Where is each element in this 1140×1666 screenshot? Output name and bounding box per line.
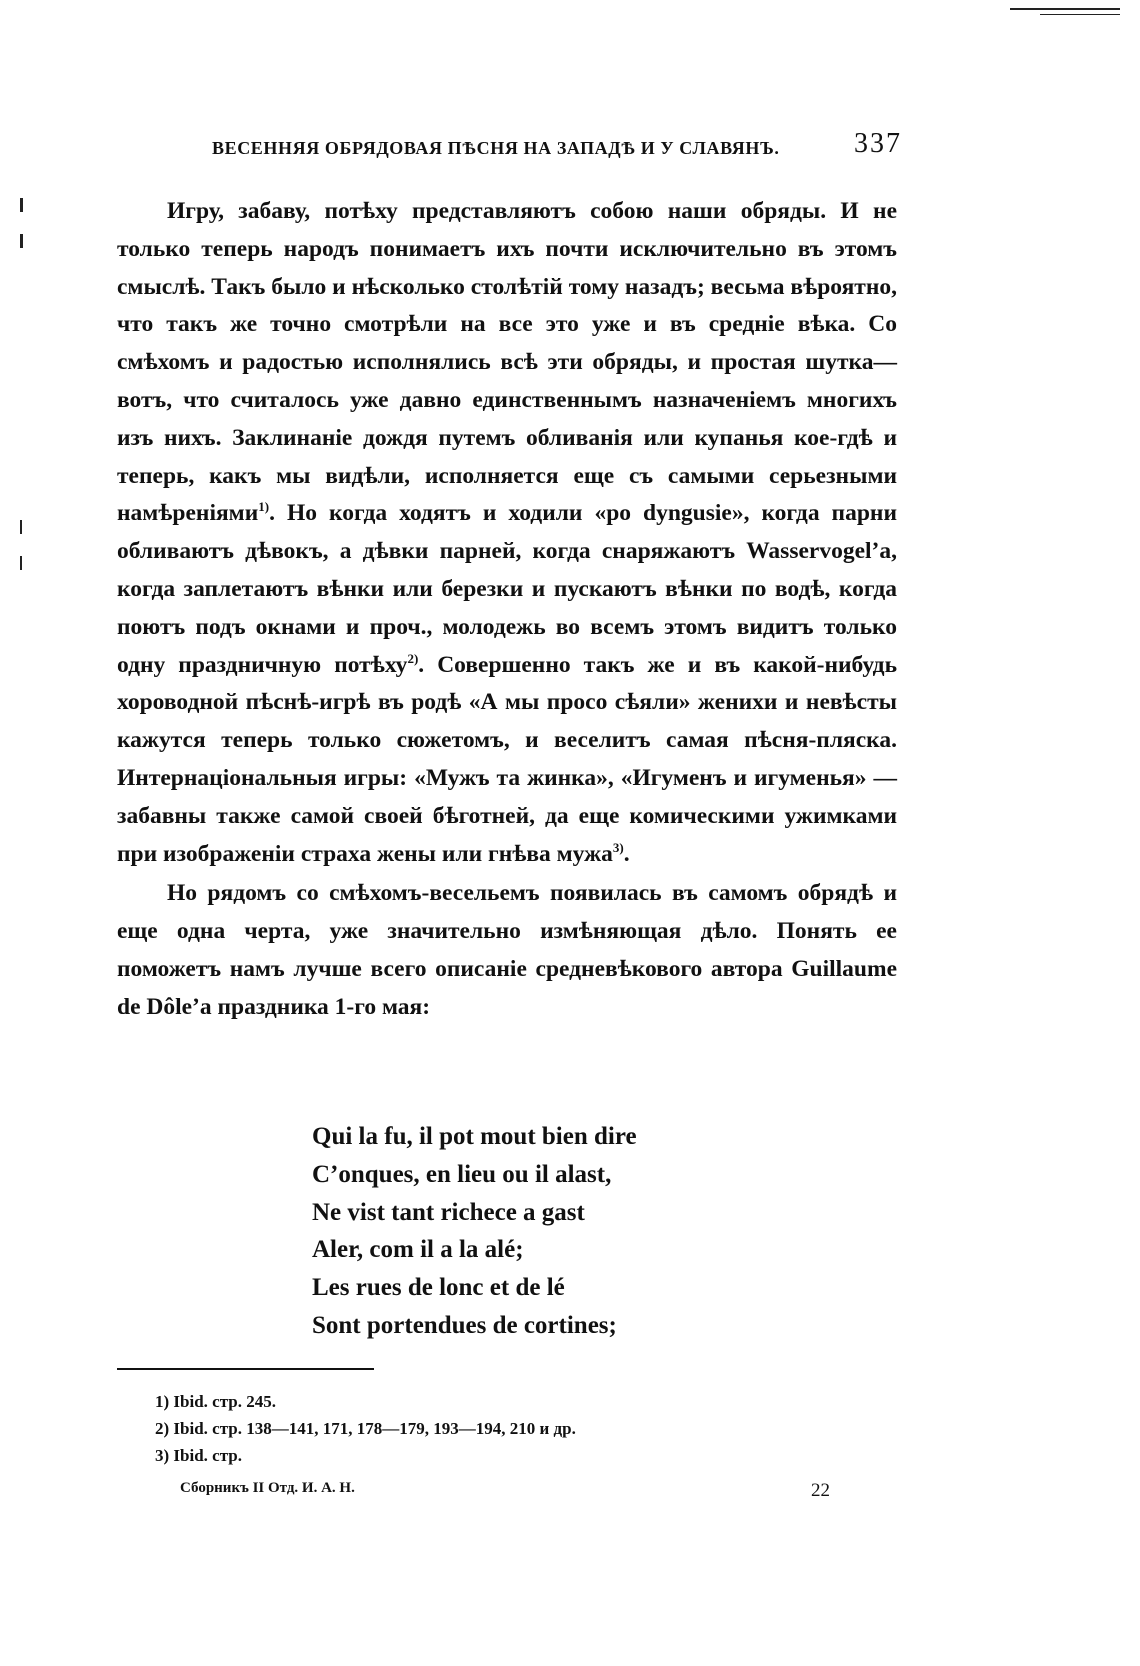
page-number: 337 <box>854 128 902 159</box>
footnote-2: 2) Ibid. стр. 138—141, 171, 178—179, 193—194, 210 и др. <box>155 1419 576 1438</box>
poem-line: Les rues de lonc et de lé <box>312 1274 565 1302</box>
poem-quote <box>312 1118 637 1345</box>
body-text <box>117 193 897 1027</box>
poem-line: Ne vist tant richece a gast <box>312 1198 585 1226</box>
poem-line: C’onques, en lieu ou il alast, <box>312 1160 612 1188</box>
margin-mark <box>20 556 22 570</box>
margin-mark <box>20 520 22 534</box>
footnote-1: 1) Ibid. стр. 245. <box>155 1392 276 1411</box>
margin-mark <box>20 234 23 248</box>
top-edge-line-2 <box>1040 14 1120 15</box>
poem-line: Sont portendues de cortines; <box>312 1311 617 1339</box>
paragraph-text: . Но когда ходятъ и ходили «po dyngusie», когда парни обливаютъ дѣвокъ, а дѣвки парней, когда снаряжаютъ Wasservogel’a, когда заплетаютъ вѣнки или березки и пускаютъ вѣнки по водѣ, когда поютъ подъ окнами и проч., молодежь во всемъ этомъ видитъ только одну праздничную потѣху <box>117 500 897 678</box>
margin-mark <box>20 198 23 212</box>
footnote-rule <box>117 1368 374 1370</box>
paragraph-text: . <box>623 840 630 867</box>
paragraph-2: Но рядомъ со смѣхомъ-весельемъ появилась въ самомъ обрядѣ и еще одна черта, уже значительно измѣняющая дѣло. Понять ее поможетъ намъ лучше всего описаніе средневѣкового автора Guillaume de Dôle’a праздника 1-го мая: <box>117 880 897 1020</box>
footnote-ref-1: 1) <box>258 499 270 515</box>
page-footer <box>180 1480 830 1506</box>
paragraph-1 <box>117 193 897 873</box>
paragraph-text: . Совершенно такъ же и въ какой-нибудь хороводной пѣснѣ-игрѣ въ родѣ «А мы просо сѣяли» женихи и невѣсты кажутся теперь только сюжетомъ, и веселитъ самая пѣсня-пляска. Интернаціональныя игры: «Мужъ та жинка», «Игуменъ и игуменья» — забавны также самой своей бѣготней, да еще комическими ужимками при изображеніи страха жены или гнѣва мужа <box>117 651 897 867</box>
running-header <box>212 128 902 168</box>
top-edge-line <box>1010 8 1120 10</box>
footnote-ref-2: 2) <box>407 650 419 666</box>
poem-line: Aler, com il a la alé; <box>312 1236 524 1264</box>
footnote-3: 3) Ibid. стр. <box>155 1446 242 1465</box>
poem-line: Qui la fu, il pot mout bien dire <box>312 1123 637 1150</box>
footnote-ref-3: 3) <box>612 839 624 855</box>
sheet-number: 22 <box>811 1480 830 1501</box>
running-title: ВЕСЕННЯЯ ОБРЯДОВАЯ ПѢСНЯ НА ЗАПАДѢ И У СЛАВЯНЪ. <box>212 138 780 158</box>
footnotes <box>155 1388 576 1469</box>
paragraph-text: Игру, забаву, потѣху представляютъ собою наши обряды. И не только теперь народъ понимаетъ ихъ почти исключительно въ этомъ смыслѣ. Такъ было и нѣсколько столѣтій тому назадъ; весьма вѣроятно, что такъ же точно смотрѣли на все это уже и въ средніе вѣка. Со смѣхомъ и радостью исполнялись всѣ эти обряды, и простая шутка—вотъ, что считалось уже давно единственнымъ назначеніемъ многихъ изъ нихъ. Заклинаніе дождя путемъ обливанія или купанья кое-гдѣ и теперь, какъ мы видѣли, исполняется еще съ самыми серьезными намѣреніями <box>117 198 897 527</box>
signature-mark: Сборникъ II Отд. И. А. Н. <box>180 1480 355 1496</box>
